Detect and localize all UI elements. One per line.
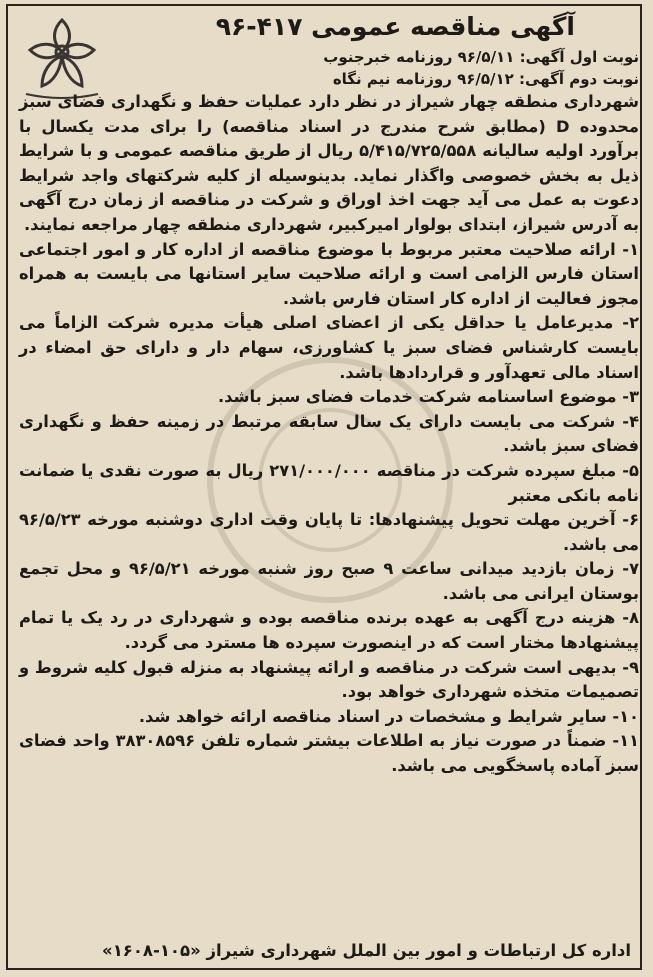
condition-item: ۳- موضوع اساسنامه شرکت خدمات فضای سبز باشد. bbox=[217, 387, 639, 407]
condition-item: ۱۱- ضمناً در صورت نیاز به اطلاعات بیشتر شماره تلفن ۳۸۳۰۸۵۹۶ واحد فضای سبز آماده پاسخگویی می باشد. bbox=[19, 731, 639, 776]
condition-item: ۱۰- سایر شرایط و مشخصات در اسناد مناقصه ارائه خواهد شد. bbox=[138, 706, 639, 726]
first-publication: نوبت اول آگهی: ۹۶/۵/۱۱ روزنامه خبرجنوب bbox=[323, 48, 639, 66]
condition-item: ۵- مبلغ سپرده شرکت در مناقصه ۲۷۱/۰۰۰/۰۰۰ ریال به صورت نقدی یا ضمانت نامه بانکی معتبر bbox=[19, 460, 639, 505]
condition-item: ۹- بدیهی است شرکت در مناقصه و ارائه پیشنهاد به منزله قبول کلیه شروط و تصمیمات متخذه شهرداری خواهد بود. bbox=[19, 657, 639, 702]
condition-item: ۲- مدیرعامل یا حداقل یکی از اعضای اصلی هیأت مدیره شرکت الزاماً می بایست کارشناس فضای سبز یا کشاورزی، سهام دار و دارای حق امضاء در اسناد مالی تعهدآور و قراردادها باشد. bbox=[19, 313, 639, 382]
condition-item: ۱- ارائه صلاحیت معتبر مربوط با موضوع مناقصه از اداره کار و امور اجتماعی استان فارس الزامی است و ارائه صلاحیت سایر استانها می بایست به همراه مجوز فعالیت از اداره کار استان فارس باشد. bbox=[19, 239, 639, 308]
condition-item: ۴- شرکت می بایست دارای یک سال سابقه مرتبط در زمینه حفظ و نگهداری فضای سبز باشد. bbox=[19, 411, 639, 456]
condition-item: ۷- زمان بازدید میدانی ساعت ۹ صبح روز شنبه مورخه ۹۶/۵/۲۱ و محل تجمع بوستان ایرانی می باشد. bbox=[19, 559, 639, 603]
condition-item: ۶- آخرین مهلت تحویل پیشنهادها: تا پایان وقت اداری دوشنبه مورخه ۹۶/۵/۲۳ می باشد. bbox=[19, 510, 639, 554]
issuer-footer: اداره کل ارتباطات و امور بین الملل شهرداری شیراز «۱۰۵-۱۶۰۸» bbox=[102, 941, 631, 960]
condition-item: ۸- هزینه درج آگهی به عهده برنده مناقصه بوده و شهرداری در رد یک یا تمام پیشنهادها مختار است که در اینصورت سپرده ها مسترد می گردد. bbox=[19, 608, 639, 653]
second-publication: نوبت دوم آگهی: ۹۶/۵/۱۲ روزنامه نیم نگاه bbox=[332, 70, 639, 88]
intro-paragraph: شهرداری منطقه چهار شیراز در نظر دارد عملیات حفظ و نگهداری فضای سبز محدوده D (مطابق شرح مندرج در اسناد مناقصه) را برای مدت یکسال با برآورد اولیه سالیانه ۵/۴۱۵/۷۲۵/۵۵۸ ریال از طریق مناقصه عمومی و با شرایط ذیل به بخش خصوصی واگذار نماید. بدینوسیله از کلیه شرکتهای واجد شرایط دعوت به عمل می آید جهت اخذ اوراق و شرکت در مناقصه از زمان درج آگهی به آدرس شیراز، ابتدای بولوار امیرکبیر، شهرداری منطقه چهار مراجعه نمایند. bbox=[19, 92, 640, 234]
ad-content bbox=[19, 10, 639, 779]
ad-title: آگهی مناقصه عمومی ۴۱۷-۹۶ bbox=[215, 12, 575, 41]
